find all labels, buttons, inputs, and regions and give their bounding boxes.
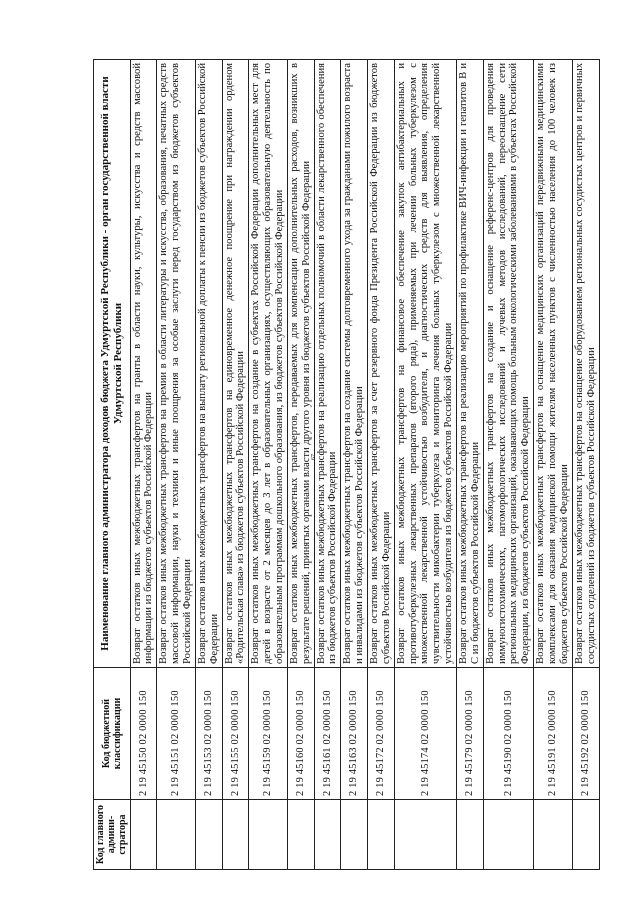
budget-code-cell: 2 19 45172 02 0000 150: [368, 668, 395, 800]
table-row: [457, 60, 484, 870]
budget-code-cell: 2 19 45160 02 0000 150: [287, 668, 314, 800]
income-name-cell: Возврат остатков иных межбюджетных трансфертов на создание в субъектах Российской Федерации дополнительных мест для детей в возрасте от 2 месяцев до 3 лет в образовательных организациях, осуществляющих образовательную деятельность по образовательным программам дошкольного образования, из бюджетов субъектов Российской Федерации: [249, 60, 288, 668]
budget-code-cell: 2 19 45190 02 0000 150: [483, 668, 533, 800]
table-row: [341, 60, 368, 870]
table-header: [94, 60, 131, 870]
header-admin-code: Код главного админи-стратора: [94, 800, 131, 870]
table-row: [130, 60, 157, 870]
table-row: [157, 60, 196, 870]
table-row: [314, 60, 341, 870]
admin-code-cell: [130, 800, 157, 870]
budget-code-cell: 2 19 45155 02 0000 150: [222, 668, 249, 800]
income-name-cell: Возврат остатков иных межбюджетных трансфертов на создание и оснащение референс-центров для проведения иммуногистохимических, патоморфологических исследований и лучевых методов исследований, переоснащение сети региональных медицинских организаций, оказывающих помощь больным онкологическими заболеваниями в субъектах Российской Федерации, из бюджетов субъектов Российской Федерации: [483, 60, 533, 668]
admin-code-cell: [249, 800, 288, 870]
income-name-cell: Возврат остатков иных межбюджетных трансфертов на реализацию мероприятий по профилактике ВИЧ-инфекции и гепатитов B и C из бюджетов субъектов Российской Федерации: [457, 60, 484, 668]
table-row: [249, 60, 288, 870]
admin-code-cell: [157, 800, 196, 870]
page-number: 67: [311, 454, 317, 460]
admin-code-cell: [572, 800, 599, 870]
income-name-cell: Возврат остатков иных межбюджетных трансфертов на единовременное денежное поощрение при награждении орденом «Родительская слава» из бюджетов субъектов Российской Федерации: [222, 60, 249, 668]
table-row: [368, 60, 395, 870]
header-row: [94, 60, 131, 870]
admin-code-cell: [222, 800, 249, 870]
admin-code-cell: [457, 800, 484, 870]
budget-code-cell: 2 19 45153 02 0000 150: [195, 668, 222, 800]
header-budget-code: Код бюджетной классификации: [94, 668, 131, 800]
table-row: [483, 60, 533, 870]
income-name-cell: Возврат остатков иных межбюджетных трансфертов на оснащение медицинских организаций передвижными медицинскими комплексами для оказания медицинской помощи жителям населенных пунктов с численностью населения до 100 человек из бюджетов субъектов Российской Федерации: [534, 60, 573, 668]
admin-code-cell: [394, 800, 456, 870]
table-row: [195, 60, 222, 870]
budget-code-cell: 2 19 45163 02 0000 150: [341, 668, 368, 800]
admin-code-cell: [483, 800, 533, 870]
income-name-cell: Возврат остатков иных межбюджетных трансфертов на реализацию отдельных полномочий в области лекарственного обеспечения из бюджетов субъектов Российской Федерации: [314, 60, 341, 668]
table-body: [130, 60, 599, 870]
admin-code-cell: [341, 800, 368, 870]
rotated-table-container: [93, 60, 597, 870]
budget-code-cell: 2 19 45150 02 0000 150: [130, 668, 157, 800]
income-name-cell: Возврат остатков иных межбюджетных трансфертов на оснащение оборудованием региональных сосудистых центров и первичных сосудистых отделений из бюджетов субъектов Российской Федерации: [572, 60, 599, 668]
table-row: [572, 60, 599, 870]
table-row: [534, 60, 573, 870]
budget-code-cell: 2 19 45174 02 0000 150: [394, 668, 456, 800]
income-name-cell: Возврат остатков иных межбюджетных трансфертов на премии в области литературы и искусства, образования, печатных средств массовой информации, науки и техники и иные поощрения за особые заслуги перед государством из бюджетов субъектов Российской Федерации: [157, 60, 196, 668]
budget-code-cell: 2 19 45161 02 0000 150: [314, 668, 341, 800]
table-row: [222, 60, 249, 870]
header-administrator-name: Наименование главного администратора доходов бюджета Удмуртской Республики - орган государственной власти Удмуртской Республики: [94, 60, 131, 668]
income-name-cell: Возврат остатков иных межбюджетных трансфертов на создание системы долговременного ухода за гражданами пожилого возраста и инвалидами из бюджетов субъектов Российской Федерации: [341, 60, 368, 668]
budget-code-cell: 2 19 45191 02 0000 150: [534, 668, 573, 800]
income-name-cell: Возврат остатков иных межбюджетных трансфертов, передаваемых для компенсации дополнительных расходов, возникших в результате решений, принятых органами власти другого уровня из бюджетов субъектов Российской Федерации: [287, 60, 314, 668]
admin-code-cell: [287, 800, 314, 870]
budget-code-cell: 2 19 45159 02 0000 150: [249, 668, 288, 800]
admin-code-cell: [314, 800, 341, 870]
income-name-cell: Возврат остатков иных межбюджетных трансфертов на финансовое обеспечение закупок антибактериальных и противотуберкулезных лекарственных препаратов (второго ряда), применяемых при лечении больных туберкулезом с множественной лекарственной устойчивостью возбудителя, и диагностических средств для выявления, определения чувствительности микобактерии туберкулеза и мониторинга лечения больных туберкулезом с множественной лекарственной устойчивостью возбудителя из бюджетов субъектов Российской Федерации: [394, 60, 456, 668]
table-row: [287, 60, 314, 870]
income-name-cell: Возврат остатков иных межбюджетных трансфертов на гранты в области науки, культуры, искусства и средств массовой информации из бюджетов субъектов Российской Федерации: [130, 60, 157, 668]
admin-code-cell: [195, 800, 222, 870]
admin-code-cell: [368, 800, 395, 870]
budget-code-cell: 2 19 45151 02 0000 150: [157, 668, 196, 800]
budget-code-cell: 2 19 45179 02 0000 150: [457, 668, 484, 800]
admin-code-cell: [534, 800, 573, 870]
table-row: [394, 60, 456, 870]
income-name-cell: Возврат остатков иных межбюджетных трансфертов на выплату региональной доплаты к пенсии из бюджетов субъектов Российской Федерации: [195, 60, 222, 668]
budget-code-cell: 2 19 45192 02 0000 150: [572, 668, 599, 800]
revenue-codes-table: [93, 59, 600, 870]
income-name-cell: Возврат остатков иных межбюджетных трансфертов за счет резервного фонда Президента Российской Федерации из бюджетов субъектов Российской Федерации: [368, 60, 395, 668]
